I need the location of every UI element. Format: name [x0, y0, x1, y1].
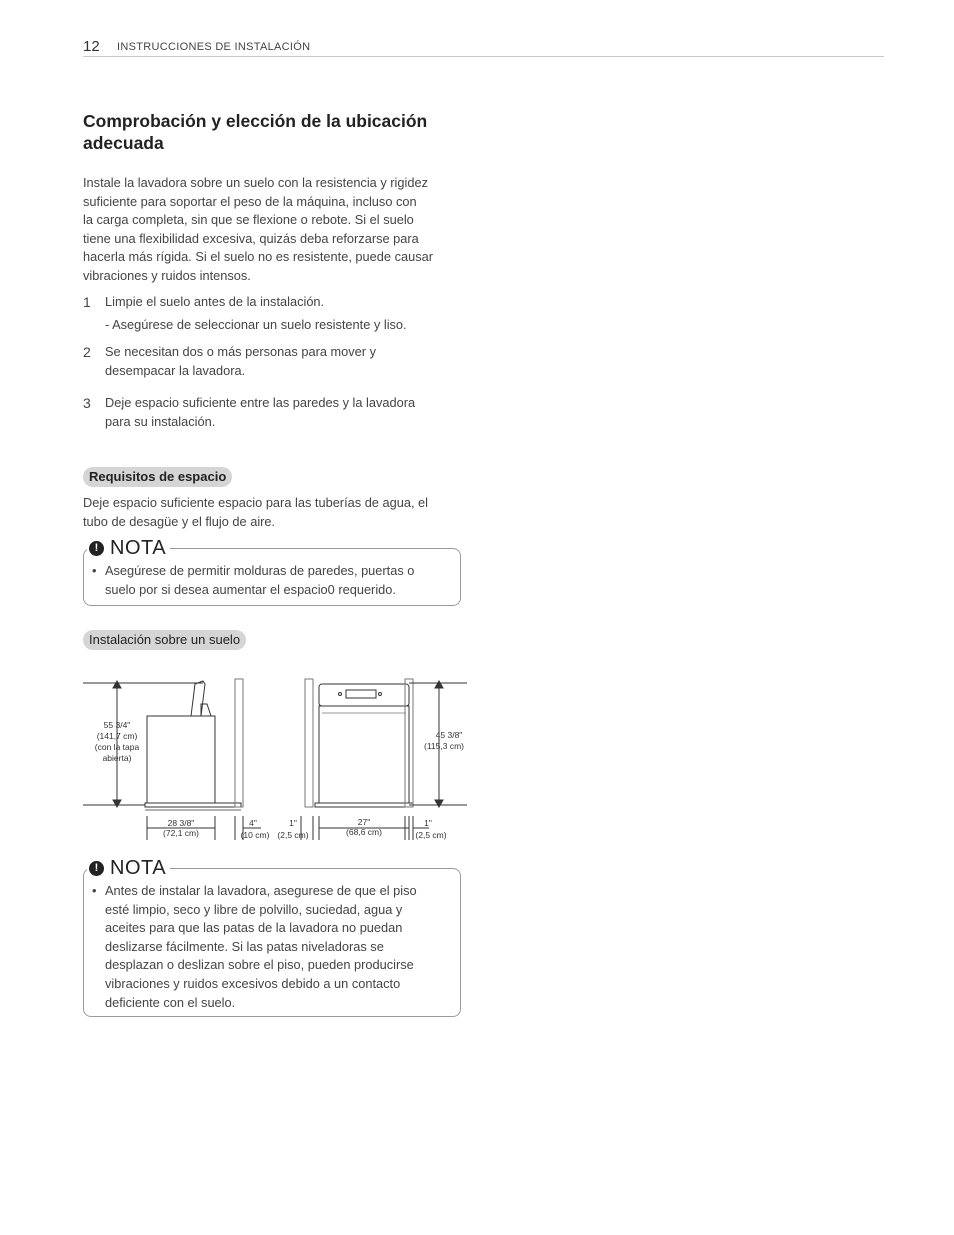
- svg-text:(115,3 cm): (115,3 cm): [424, 741, 464, 751]
- space-requirements-label: Requisitos de espacio: [83, 467, 232, 487]
- note-item: • Asegúrese de permitir molduras de paredes, puertas o suelo por si desea aumentar el espacio0 requerido.: [84, 562, 460, 599]
- floor-installation-label: Instalación sobre un suelo: [83, 630, 246, 650]
- svg-text:(72,1 cm): (72,1 cm): [163, 828, 199, 838]
- note-heading: [87, 856, 170, 880]
- step-1-sub: - Asegúrese de seleccionar un suelo resistente y liso.: [105, 317, 407, 332]
- step-number: 1: [83, 294, 91, 310]
- note-item: • Antes de instalar la lavadora, asegurese de que el piso esté limpio, seco y libre de polvillo, suciedad, agua y aceites para que las patas de la lavadora no puedan deslizarse fácilmente. Si las patas niveladoras se desplazan o deslizan sobre el piso, pueden producirse vibraciones y ruidos excesivos debido a un contacto deficiente con el suelo.: [84, 882, 460, 1012]
- step-number: 2: [83, 344, 91, 360]
- exclamation-icon: !: [89, 861, 104, 876]
- step-number: 3: [83, 395, 91, 411]
- page-header: [83, 38, 884, 57]
- width-label: 27": [357, 817, 371, 827]
- page-number: 12: [83, 38, 100, 55]
- page-title: Comprobación y elección de la ubicación adecuada: [83, 111, 428, 153]
- exclamation-icon: !: [89, 541, 104, 556]
- depth-label: 28 3/8": [167, 818, 195, 828]
- note-box-2: [83, 856, 461, 1017]
- clearance-diagram-svg: [83, 676, 473, 846]
- note-title: NOTA: [110, 856, 167, 879]
- svg-text:(68,6 cm): (68,6 cm): [346, 827, 382, 837]
- clearance-diagram: [83, 676, 473, 846]
- svg-text:(10 cm): (10 cm): [240, 830, 270, 840]
- height-open-label: 55 3/4": [103, 720, 131, 730]
- note-heading: [87, 536, 170, 560]
- intro-paragraph: Instale la lavadora sobre un suelo con la resistencia y rigidez suficiente para soportar el peso de la máquina, incluso con la carga completa, sin que se flexione o rebote. Si el suelo tiene una flexibilidad excesiva, quizás deba reforzarse para hacerla más rígida. Si el suelo no es resistente, puede causar vibraciones y ruidos intensos.: [83, 175, 433, 283]
- side-gap-left-label: 1": [289, 818, 297, 828]
- rear-gap-label: 4": [249, 818, 257, 828]
- side-gap-right-label: 1": [424, 818, 432, 828]
- space-requirements-text: Deje espacio suficiente espacio para las tuberías de agua, el tubo de desagüe y el flujo de aire.: [83, 495, 429, 529]
- svg-text:(2,5 cm): (2,5 cm): [277, 830, 309, 840]
- note-title: NOTA: [110, 536, 167, 559]
- section-title: INSTRUCCIONES DE INSTALACIÓN: [117, 41, 311, 53]
- svg-text:(con la tapa: (con la tapa: [94, 742, 140, 752]
- height-label: 45 3/8": [435, 730, 463, 740]
- svg-text:(2,5 cm): (2,5 cm): [415, 830, 447, 840]
- svg-text:(141,7 cm): (141,7 cm): [96, 731, 138, 741]
- svg-text:abierta): abierta): [102, 753, 132, 763]
- note-box-1: [83, 536, 461, 606]
